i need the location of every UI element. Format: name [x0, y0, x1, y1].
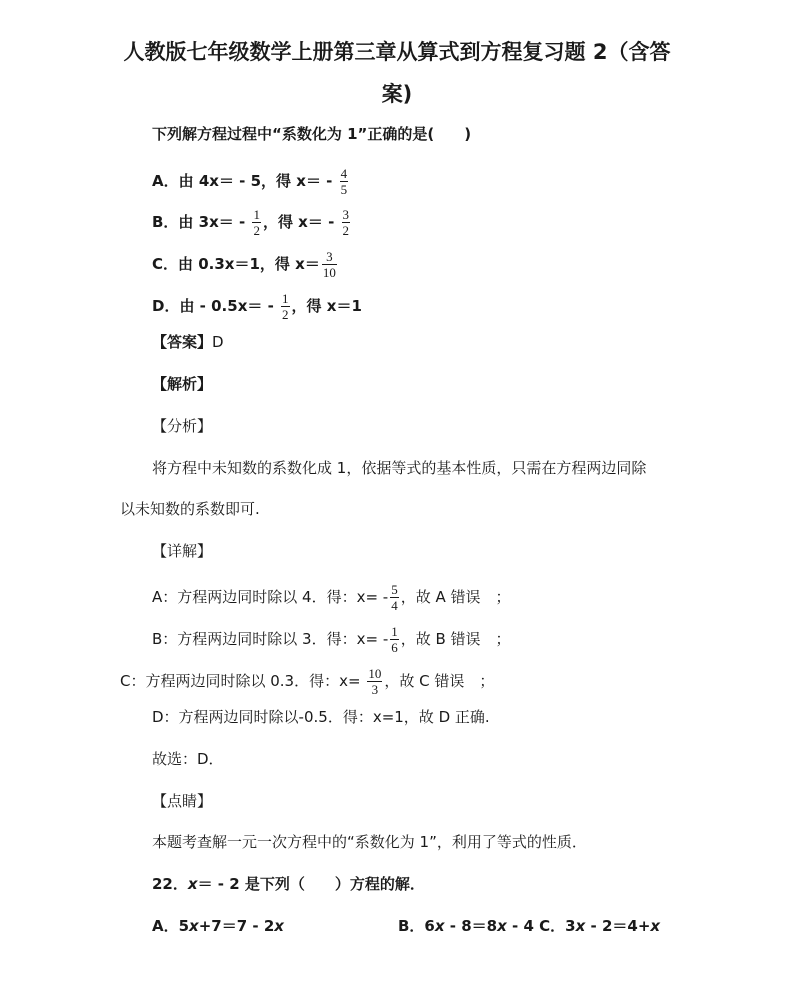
fenxi-label: 【分析】 [152, 417, 213, 435]
option-d-text: D．由 - 0.5x＝ - [152, 297, 280, 315]
q22-stem-text: ＝ - 2 是下列（ ）方程的解． [197, 875, 425, 893]
q22-option-a-var2: x [274, 917, 284, 935]
option-b-mid: ，得 x＝ - [262, 213, 340, 231]
option-a [152, 166, 350, 197]
q22-option-a-var1: x [189, 917, 199, 935]
analysis-label: 【解析】 [152, 375, 213, 393]
q22-stem [152, 874, 425, 894]
fenxi-text-2: 以未知数的系数即可. [120, 500, 260, 518]
detail-c [120, 666, 494, 697]
q22-option-b-mid: - 8＝8 [444, 917, 498, 935]
document-title-line2: 案) [381, 82, 413, 106]
q22-option-b-var2: x [497, 917, 507, 935]
option-d [152, 291, 362, 322]
comment-text: 本题考查解一元一次方程中的“系数化为 1”，利用了等式的性质． [152, 833, 587, 851]
answer-label: 【答案】 [152, 333, 213, 351]
document-title-line1: 人教版七年级数学上册第三章从算式到方程复习题 2（含答 [123, 40, 671, 64]
q22-option-a-pre: A．5 [152, 917, 190, 935]
q22-option-c-pre: C．3 [539, 917, 576, 935]
option-c-fraction: $\frac{3}{10}$ [322, 249, 336, 280]
detail-b-post: ，故 B 错误 ； [400, 630, 511, 648]
detail-b [152, 624, 511, 655]
detail-a-post: ，故 A 错误 ； [400, 588, 511, 606]
q22-option-c-var1: x [575, 917, 586, 935]
option-a-text: A．由 4x＝ - 5，得 x＝ - [152, 172, 338, 190]
option-b-text: B．由 3x＝ - [152, 213, 251, 231]
option-d-post: ，得 x＝1 [291, 297, 362, 315]
option-d-fraction: $\frac{1}{2}$ [282, 291, 289, 322]
q22-number: 22． [152, 875, 188, 893]
q22-option-b-var1: x [434, 917, 445, 935]
detail-a-fraction: $\frac{5}{4}$ [391, 582, 398, 613]
answer-value: D [212, 333, 224, 351]
answer-line [152, 332, 224, 352]
detail-c-post: ，故 C 错误 ； [384, 672, 495, 690]
option-b-fraction-2: $\frac{3}{2}$ [342, 207, 350, 238]
q22-option-b-c [398, 916, 660, 936]
option-c [152, 249, 339, 280]
q22-var: x [187, 875, 198, 893]
comment-label: 【点睛】 [152, 792, 213, 810]
detail-d: D：方程两边同时除以-0.5．得：x=1，故 D 正确. [152, 708, 490, 726]
option-c-text: C．由 0.3x＝1，得 x＝ [152, 255, 320, 273]
option-b [152, 207, 352, 238]
detail-a [152, 582, 511, 613]
option-b-fraction-1: $\frac{1}{2}$ [253, 207, 260, 238]
detail-choice: 故选：D． [152, 750, 224, 768]
detail-b-text: B：方程两边同时除以 3．得：x= - [152, 630, 389, 648]
q22-option-b-post: - 4 [506, 917, 534, 935]
question-stem: 下列解方程过程中“系数化为 1”正确的是( ) [152, 125, 472, 143]
detail-label: 【详解】 [152, 542, 213, 560]
q22-option-b-pre: B．6 [398, 917, 435, 935]
q22-option-a-mid: +7＝7 - 2 [198, 917, 275, 935]
detail-b-fraction: $\frac{1}{6}$ [391, 624, 398, 655]
detail-c-text: C：方程两边同时除以 0.3．得：x= [120, 672, 366, 690]
q22-option-c-mid: - 2＝4+ [585, 917, 651, 935]
q22-option-a [152, 916, 284, 936]
detail-c-fraction: $\frac{10}{3}$ [368, 666, 382, 697]
fenxi-text-1: 将方程中未知数的系数化成 1，依据等式的基本性质，只需在方程两边同除 [152, 459, 647, 477]
option-a-fraction: $\frac{4}{5}$ [340, 166, 348, 197]
q22-option-c-var2: x [650, 917, 661, 935]
detail-a-text: A：方程两边同时除以 4．得：x= - [152, 588, 389, 606]
